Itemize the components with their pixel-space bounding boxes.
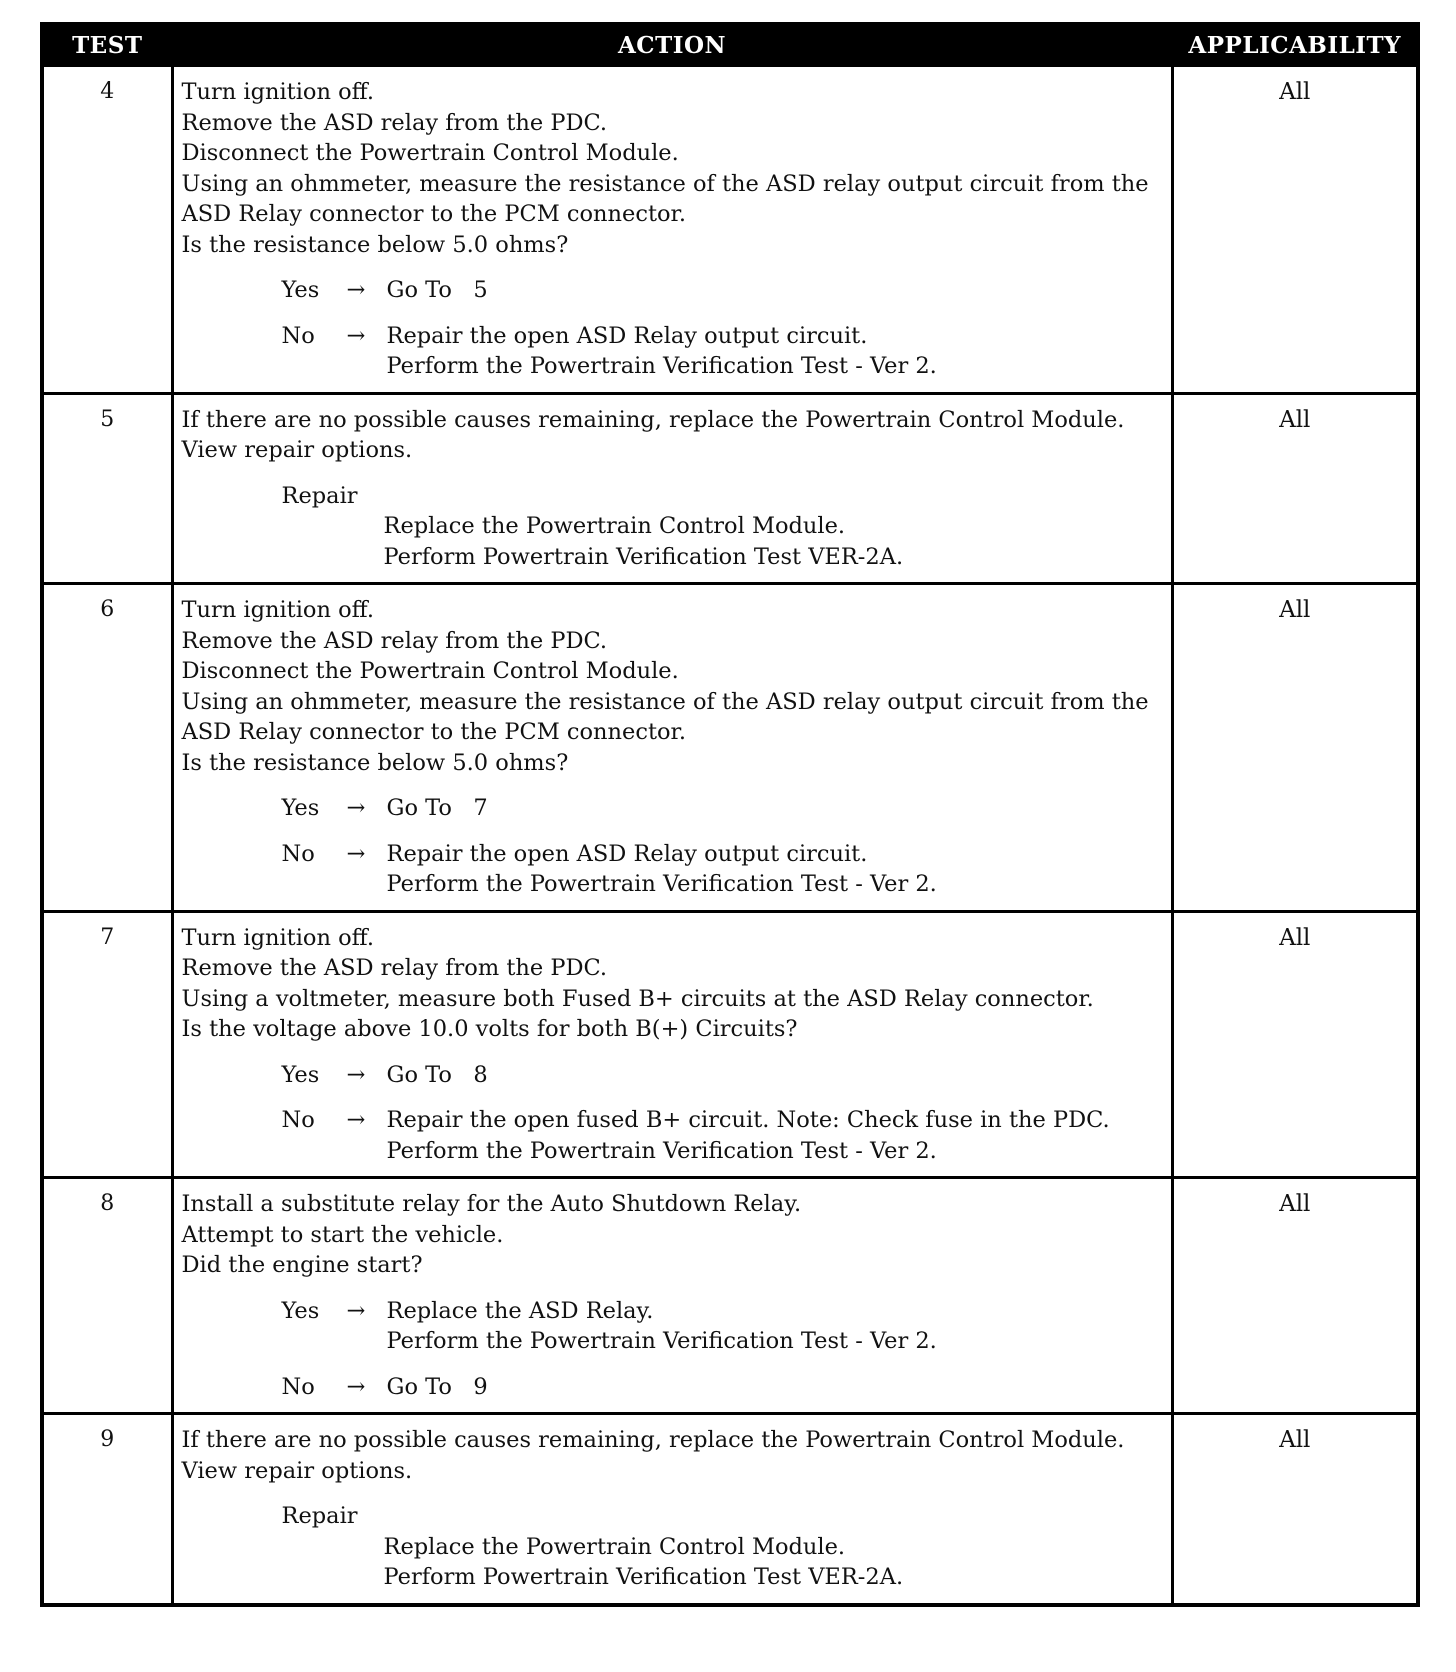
table-row: [42, 393, 1418, 584]
action-step: Using an ohmmeter, measure the resistance of the ASD relay output circuit from the: [181, 688, 1149, 715]
arrow-right-icon: →: [346, 840, 366, 867]
yes-response: [182, 275, 1163, 306]
test-number: 7: [42, 911, 172, 1178]
arrow-right-icon: →: [346, 1107, 366, 1133]
no-result-text: [387, 321, 1163, 382]
action-cell: [172, 66, 1172, 394]
result-line: Perform the Powertrain Verification Test - Ver 2.: [386, 871, 937, 897]
arrow-right-icon: →: [346, 322, 366, 349]
no-response: [182, 839, 1163, 900]
header-action: ACTION: [172, 24, 1172, 66]
action-step: Did the engine start?: [181, 1252, 423, 1278]
repair-label: Repair: [281, 1503, 358, 1529]
yes-response: [182, 1296, 1163, 1357]
action-step: Is the resistance below 5.0 ohms?: [181, 749, 569, 776]
action-cell: [172, 911, 1172, 1178]
repair-options: [182, 481, 1163, 573]
result-line: Go To 9: [386, 1373, 488, 1400]
result-line: Perform the Powertrain Verification Test - Ver 2.: [386, 353, 937, 379]
yes-result-text: [387, 1296, 1163, 1357]
applicability-value: All: [1172, 911, 1418, 1178]
result-line: Repair the open ASD Relay output circuit.: [386, 322, 868, 349]
header-test: TEST: [42, 24, 172, 66]
action-cell: [172, 584, 1172, 912]
action-step: Remove the ASD relay from the PDC.: [181, 627, 608, 654]
result-line: Repair the open fused B+ circuit. Note: Check fuse in the PDC.: [386, 1107, 1110, 1133]
no-response: [182, 1105, 1163, 1166]
table-header: [42, 24, 1418, 66]
no-response: [182, 321, 1163, 382]
applicability-value: All: [1172, 584, 1418, 912]
action-step: ASD Relay connector to the PCM connector.: [181, 201, 686, 227]
action-step: Remove the ASD relay from the PDC.: [181, 109, 608, 136]
arrow-right-icon: →: [346, 277, 366, 303]
arrow-right-icon: →: [346, 1297, 366, 1324]
applicability-value: All: [1172, 393, 1418, 584]
action-step: View repair options.: [181, 437, 413, 463]
result-line: Go To 5: [386, 277, 488, 303]
action-step: Turn ignition off.: [181, 597, 374, 623]
no-label: No: [281, 1373, 315, 1400]
action-step: Turn ignition off.: [181, 924, 374, 951]
action-step: Disconnect the Powertrain Control Module.: [181, 140, 679, 166]
yes-result-text: [387, 1060, 1163, 1091]
result-line: Replace the ASD Relay.: [386, 1297, 654, 1324]
yes-label: Yes: [281, 795, 320, 821]
table-body: [42, 66, 1418, 1605]
table-row: [42, 66, 1418, 394]
action-step: Using an ohmmeter, measure the resistance of the ASD relay output circuit from the: [181, 170, 1149, 197]
yes-label: Yes: [281, 1297, 320, 1324]
action-step: Disconnect the Powertrain Control Module.: [181, 658, 679, 684]
test-number: 9: [42, 1414, 172, 1605]
action-step: Is the voltage above 10.0 volts for both B(+) Circuits?: [181, 1016, 798, 1042]
arrow-right-icon: →: [346, 1061, 366, 1088]
applicability-value: All: [1172, 1178, 1418, 1414]
action-step: If there are no possible causes remaining, replace the Powertrain Control Module.: [181, 406, 1125, 433]
action-step: ASD Relay connector to the PCM connector.: [181, 719, 686, 745]
result-line: Go To 8: [386, 1061, 488, 1088]
action-step: Using a voltmeter, measure both Fused B+ circuits at the ASD Relay connector.: [181, 985, 1094, 1012]
table-row: [42, 584, 1418, 912]
result-line: Repair the open ASD Relay output circuit.: [386, 840, 868, 867]
test-number: 8: [42, 1178, 172, 1414]
no-result-text: [387, 839, 1163, 900]
header-applicability: APPLICABILITY: [1172, 24, 1418, 66]
yes-label: Yes: [281, 277, 320, 303]
action-step: Attempt to start the vehicle.: [181, 1221, 504, 1248]
applicability-value: All: [1172, 1414, 1418, 1605]
yes-response: [182, 793, 1163, 824]
repair-text: [282, 511, 1163, 572]
arrow-right-icon: →: [346, 795, 366, 821]
action-step: If there are no possible causes remaining, replace the Powertrain Control Module.: [181, 1427, 1125, 1453]
action-cell: [172, 1178, 1172, 1414]
no-label: No: [281, 1107, 315, 1133]
result-line: Perform the Powertrain Verification Test - Ver 2.: [386, 1328, 937, 1354]
no-result-text: [387, 1372, 1163, 1403]
yes-result-text: [387, 275, 1163, 306]
arrow-right-icon: →: [346, 1373, 366, 1400]
result-line: Perform the Powertrain Verification Test - Ver 2.: [386, 1137, 937, 1164]
test-number: 5: [42, 393, 172, 584]
no-result-text: [387, 1105, 1163, 1166]
test-number: 4: [42, 66, 172, 394]
result-line: Go To 7: [386, 795, 488, 821]
action-cell: [172, 1414, 1172, 1605]
repair-options: [182, 1501, 1163, 1593]
action-step: Install a substitute relay for the Auto Shutdown Relay.: [181, 1191, 802, 1217]
action-step: Turn ignition off.: [181, 79, 374, 105]
repair-line: Perform Powertrain Verification Test VER-2A.: [383, 543, 904, 570]
yes-result-text: [387, 793, 1163, 824]
yes-label: Yes: [281, 1061, 320, 1088]
diagnostic-test-table: [40, 22, 1420, 1607]
table-row: [42, 911, 1418, 1178]
action-step: View repair options.: [181, 1457, 413, 1484]
action-cell: [172, 393, 1172, 584]
no-label: No: [281, 322, 315, 349]
table-row: [42, 1178, 1418, 1414]
repair-label: Repair: [281, 482, 358, 509]
action-step: Is the resistance below 5.0 ohms?: [181, 231, 569, 258]
repair-line: Replace the Powertrain Control Module.: [383, 513, 846, 539]
repair-line: Replace the Powertrain Control Module.: [383, 1533, 846, 1560]
test-number: 6: [42, 584, 172, 912]
table-row: [42, 1414, 1418, 1605]
yes-response: [182, 1060, 1163, 1091]
action-step: Remove the ASD relay from the PDC.: [181, 955, 608, 981]
applicability-value: All: [1172, 66, 1418, 394]
repair-line: Perform Powertrain Verification Test VER-2A.: [383, 1564, 904, 1590]
repair-text: [282, 1532, 1163, 1593]
no-response: [182, 1372, 1163, 1403]
no-label: No: [281, 840, 315, 867]
